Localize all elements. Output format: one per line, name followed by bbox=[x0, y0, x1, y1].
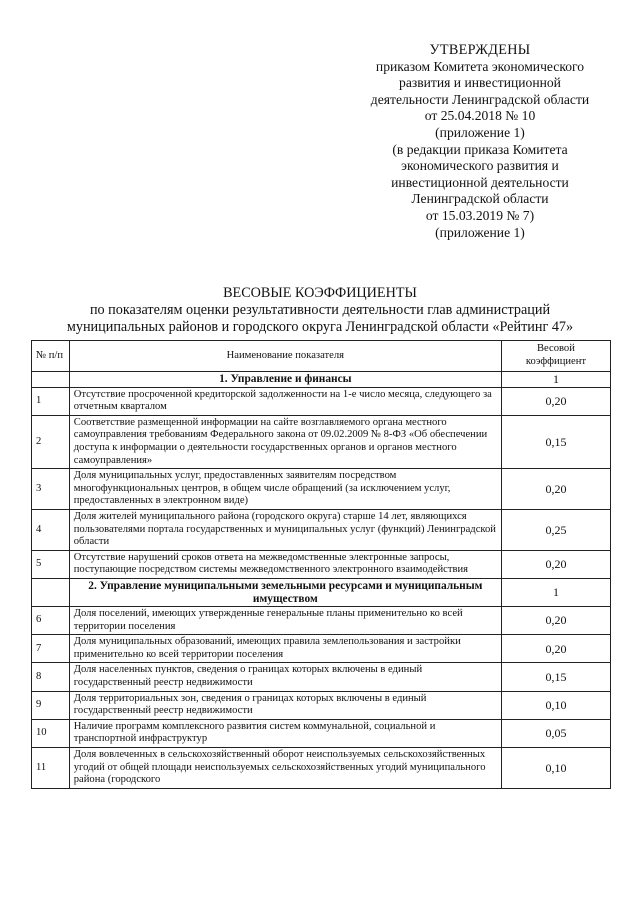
approval-line: приказом Комитета экономического bbox=[375, 58, 585, 74]
section-weight: 1 bbox=[501, 578, 610, 606]
approval-line: Ленинградской области bbox=[411, 191, 549, 207]
approval-line: деятельности Ленинградской области bbox=[370, 91, 590, 107]
table-row bbox=[32, 719, 611, 747]
section-title: 1. Управление и финансы bbox=[69, 372, 501, 388]
section-number-cell bbox=[32, 578, 70, 606]
row-indicator: Наличие программ комплексного развития систем коммунальной, социальной и транспортной инфраструктур bbox=[69, 719, 501, 747]
document-subtitle-line: муниципальных районов и городского округа Ленинградской области «Рейтинг 47» bbox=[66, 319, 574, 336]
row-weight: 0,20 bbox=[501, 607, 610, 635]
row-number: 8 bbox=[32, 663, 70, 691]
row-weight: 0,20 bbox=[501, 550, 610, 578]
approval-title: УТВЕРЖДЕНЫ bbox=[429, 42, 531, 58]
table-row bbox=[32, 691, 611, 719]
row-weight: 0,20 bbox=[501, 387, 610, 415]
row-weight: 0,20 bbox=[501, 635, 610, 663]
document-subtitle-line: по показателям оценки результативности деятельности глав администраций bbox=[89, 302, 551, 319]
row-indicator: Соответствие размещенной информации на сайте возглавляемого органа местного самоуправления требованиям Федерального закона от 09.02.2009 № 8-ФЗ «Об обеспечении доступа к информации о деятельности государственных органов и органов местного самоуправления» bbox=[69, 415, 501, 468]
section-row-finance bbox=[32, 372, 611, 388]
row-number: 11 bbox=[32, 748, 70, 789]
section-title: 2. Управление муниципальными земельными ресурсами и муниципальным имуществом bbox=[69, 578, 501, 606]
row-indicator: Доля муниципальных образований, имеющих правила землепользования и застройки применительно ко всей территории поселения bbox=[69, 635, 501, 663]
row-indicator: Отсутствие нарушений сроков ответа на межведомственные электронные запросы, поступающие посредством системы межведомственного электронного взаимодействия bbox=[69, 550, 501, 578]
row-weight: 0,10 bbox=[501, 748, 610, 789]
row-weight: 0,10 bbox=[501, 691, 610, 719]
section-row-land-property bbox=[32, 578, 611, 606]
column-header-weight: Весовой коэффициент bbox=[501, 341, 610, 372]
table-row bbox=[32, 748, 611, 789]
document-title: ВЕСОВЫЕ КОЭФФИЦИЕНТЫ bbox=[223, 285, 417, 301]
column-header-name: Наименование показателя bbox=[69, 341, 501, 372]
row-indicator: Доля населенных пунктов, сведения о границах которых включены в единый государственный реестр недвижимости bbox=[69, 663, 501, 691]
row-number: 2 bbox=[32, 415, 70, 468]
row-number: 7 bbox=[32, 635, 70, 663]
section-number-cell bbox=[32, 372, 70, 388]
row-indicator: Доля вовлеченных в сельскохозяйственный оборот неиспользуемых сельскохозяйственных угодий от общей площади неиспользуемых сельскохозяйственных угодий муниципального района (городского bbox=[69, 748, 501, 789]
approval-line: (в редакции приказа Комитета bbox=[392, 141, 568, 157]
row-number: 6 bbox=[32, 607, 70, 635]
row-weight: 0,25 bbox=[501, 509, 610, 550]
approval-line: (приложение 1) bbox=[435, 224, 525, 240]
table-row bbox=[32, 607, 611, 635]
table-row bbox=[32, 387, 611, 415]
approval-line: экономического развития и bbox=[401, 158, 559, 174]
row-number: 1 bbox=[32, 387, 70, 415]
row-weight: 0,15 bbox=[501, 415, 610, 468]
table-row bbox=[32, 663, 611, 691]
table-row bbox=[32, 469, 611, 510]
row-number: 4 bbox=[32, 509, 70, 550]
table-row bbox=[32, 635, 611, 663]
section-weight: 1 bbox=[501, 372, 610, 388]
row-number: 3 bbox=[32, 469, 70, 510]
table-row bbox=[32, 509, 611, 550]
table-row bbox=[32, 415, 611, 468]
row-number: 5 bbox=[32, 550, 70, 578]
row-indicator: Доля поселений, имеющих утвержденные генеральные планы применительно ко всей территории поселения bbox=[69, 607, 501, 635]
row-weight: 0,05 bbox=[501, 719, 610, 747]
row-number: 10 bbox=[32, 719, 70, 747]
document-heading bbox=[20, 285, 620, 337]
row-indicator: Отсутствие просроченной кредиторской задолженности на 1-е число месяца, следующего за отчетным кварталом bbox=[69, 387, 501, 415]
coefficients-table bbox=[31, 340, 611, 789]
approval-line: (приложение 1) bbox=[435, 124, 525, 140]
table-row bbox=[32, 550, 611, 578]
row-indicator: Доля территориальных зон, сведения о границах которых включены в единый государственный реестр недвижимости bbox=[69, 691, 501, 719]
approval-line: от 25.04.2018 № 10 bbox=[424, 108, 536, 124]
approval-line: инвестиционной деятельности bbox=[391, 174, 569, 190]
table-header-row bbox=[32, 341, 611, 372]
approval-line: от 15.03.2019 № 7) bbox=[425, 207, 535, 223]
approval-line: развития и инвестиционной bbox=[399, 75, 561, 91]
row-weight: 0,20 bbox=[501, 469, 610, 510]
column-header-number: № п/п bbox=[32, 341, 70, 372]
row-indicator: Доля жителей муниципального района (городского округа) старше 14 лет, являющихся пользователями портала государственных и муниципальных услуг (функций) Ленинградской области bbox=[69, 509, 501, 550]
row-indicator: Доля муниципальных услуг, предоставленных заявителям посредством многофункциональных центров, в общем числе обращений (за исключением услуг, предоставленных в электронном виде) bbox=[69, 469, 501, 510]
row-number: 9 bbox=[32, 691, 70, 719]
row-weight: 0,15 bbox=[501, 663, 610, 691]
approval-block bbox=[330, 42, 630, 241]
